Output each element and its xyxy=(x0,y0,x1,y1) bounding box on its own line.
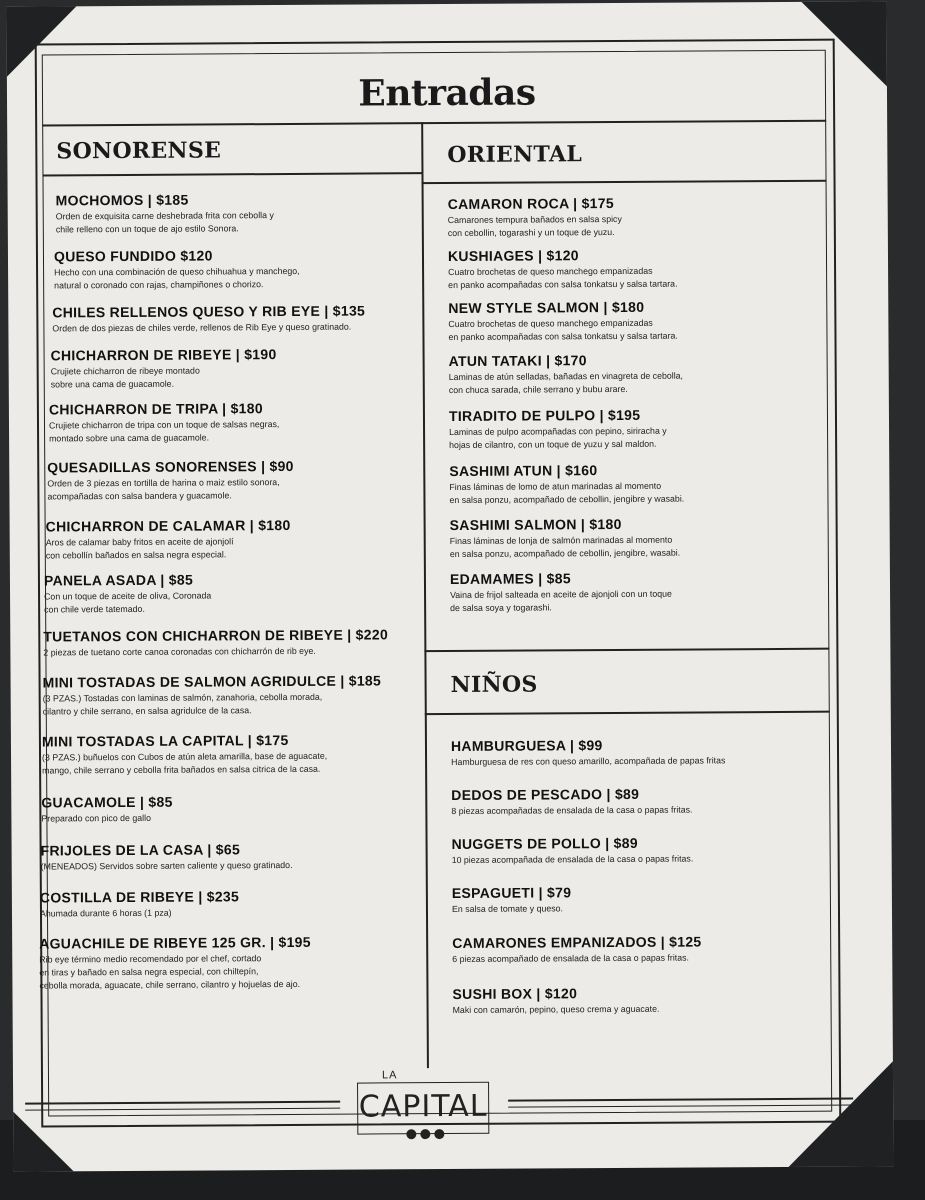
menu-item-description: Cuatro brochetas de queso manchego empanizadas xyxy=(448,265,653,278)
menu-item xyxy=(41,794,173,826)
menu-item-name: MINI TOSTADAS LA CAPITAL | $175 xyxy=(41,731,289,750)
menu-item xyxy=(452,933,702,966)
menu-item-name: CAMARONES EMPANIZADOS | $125 xyxy=(452,933,702,951)
menu-item xyxy=(452,835,694,867)
menu-item-description: en salsa ponzu, acompañado de cebollin, jengibre, wasabi. xyxy=(449,547,681,560)
menu-item-name: TIRADITO DE PULPO | $195 xyxy=(448,406,641,425)
menu-item xyxy=(52,303,365,336)
menu-item-description: con cebollín bañados en salsa negra especial. xyxy=(45,549,227,561)
menu-item xyxy=(49,400,280,445)
menu-item-name: AGUACHILE DE RIBEYE 125 GR. | $195 xyxy=(39,933,311,952)
menu-item-description: Laminas de atún selladas, bañadas en vinagreta de cebolla, xyxy=(448,370,684,383)
menu-item-description: Crujiete chicharron de ribeye montado xyxy=(50,365,200,377)
menu-item-name: QUESADILLAS SONORENSES | $90 xyxy=(47,457,294,476)
menu-item-name: QUESO FUNDIDO $120 xyxy=(53,247,213,265)
menu-item-description: en panko acompañadas con salsa tonkatsu y salsa tartara. xyxy=(448,330,678,343)
menu-item-description: acompañadas con salsa bandera y guacamole. xyxy=(47,490,232,502)
menu-item xyxy=(42,732,327,778)
menu-item-description: Cuatro brochetas de queso manchego empanizadas xyxy=(448,317,653,330)
logo-capital-text: CAPITAL xyxy=(358,1088,488,1125)
menu-item xyxy=(43,626,388,659)
menu-item-description: Finas láminas de lomo de atun marinadas al momento xyxy=(449,480,662,493)
menu-item-description: hojas de cilantro, con un toque de yuzu y sal maldon. xyxy=(449,438,657,451)
menu-item-description: con chuca sarada, chile serrano y bubu arare. xyxy=(448,383,628,396)
menu-item-name: CAMARON ROCA | $175 xyxy=(447,194,614,213)
menu-item-description: Con un toque de aceite de oliva, Coronada xyxy=(44,590,212,602)
menu-item xyxy=(56,191,274,236)
menu-item-description: Orden de 3 piezas en tortilla de harina o maiz estilo sonora, xyxy=(47,477,280,489)
menu-item-description: Rib eye término medio recomendado por el chef, cortado xyxy=(39,953,262,965)
page-title: Entradas xyxy=(358,71,536,115)
menu-item-description: (3 PZAS.) Tostadas con laminas de salmón, zanahoria, cebolla morada, xyxy=(42,691,323,704)
menu-item xyxy=(449,352,684,397)
menu-item xyxy=(43,672,382,718)
menu-item-description: sobre una cama de guacamole. xyxy=(50,378,175,390)
menu-item-description: mango, chile serrano y cebolla frita bañados en salsa citrica de la casa. xyxy=(42,763,321,776)
menu-item xyxy=(451,786,692,818)
menu-item xyxy=(451,736,726,769)
menu-item-description: 8 piezas acompañadas de ensalada de la casa o papas fritas. xyxy=(451,804,693,816)
menu-item xyxy=(47,458,294,504)
menu-item xyxy=(54,247,300,292)
menu-item-name: HAMBURGUESA | $99 xyxy=(450,737,603,754)
menu-item-description: con chile verde tatemado. xyxy=(44,603,145,615)
menu-item xyxy=(448,247,678,292)
menu-item-description: Hamburguesa de res con queso amarillo, acompañada de papas fritas xyxy=(451,755,726,767)
menu-item xyxy=(449,407,667,452)
menu-item-description: Camarones tempura bañados en salsa spicy xyxy=(447,213,622,226)
menu-item-description: (3 PZAS.) buñuelos con Cubos de atún aleta amarilla, base de aguacate, xyxy=(42,750,328,763)
menu-item xyxy=(39,934,311,993)
menu-item-name: CHICHARRON DE CALAMAR | $180 xyxy=(45,516,291,535)
menu-item-name: CHICHARRON DE RIBEYE | $190 xyxy=(50,346,277,364)
menu-item-name: MINI TOSTADAS DE SALMON AGRIDULCE | $185 xyxy=(42,672,382,691)
menu-item-description: 10 piezas acompañada de ensalada de la casa o papas fritas. xyxy=(451,853,694,865)
menu-item-description: Preparado con pico de gallo xyxy=(41,812,152,824)
menu-item-description: de salsa soya y togarashi. xyxy=(450,602,552,613)
menu-item-description: en salsa ponzu, acompañado de cebollin, jengibre y wasabi. xyxy=(449,493,685,506)
menu-item xyxy=(450,516,681,561)
menu-item-description: Maki con camarón, pepino, queso crema y aguacate. xyxy=(452,1003,660,1015)
menu-item-description: Crujiete chicharron de tripa con un toque de salsas negras, xyxy=(48,419,280,431)
menu-item-description: cilantro y chile serrano, en salsa agridulce de la casa. xyxy=(42,705,252,717)
menu-item xyxy=(44,571,212,616)
menu-item-name: DEDOS DE PESCADO | $89 xyxy=(451,785,640,803)
menu-item xyxy=(41,841,293,874)
menu-item-name: COSTILLA DE RIBEYE | $235 xyxy=(39,888,240,906)
menu-item-description: 2 piezas de tuetano corte canoa coronadas con chicharrón de rib eye. xyxy=(43,645,316,658)
menu-item-description: Vaina de frijol salteada en aceite de ajonjoli con un toque xyxy=(450,588,672,600)
menu-item-description: Orden de exquisita carne deshebrada frita con cebolla y xyxy=(55,210,274,222)
menu-item-name: FRIJOLES DE LA CASA | $65 xyxy=(40,841,241,859)
menu-item-name: NEW STYLE SALMON | $180 xyxy=(448,298,645,317)
menu-item-name: PANELA ASADA | $85 xyxy=(43,571,194,589)
menu-item xyxy=(450,570,672,615)
menu-item xyxy=(452,884,572,916)
logo-dots-icon xyxy=(406,1129,444,1139)
menu-item-description: (MENEADOS) Servidos sobre sarten caliente y queso gratinado. xyxy=(40,859,293,872)
menu-item-description: Hecho con una combinación de queso chihuahua y manchego, xyxy=(54,265,300,278)
section-title-oriental: ORIENTAL xyxy=(447,141,583,169)
menu-item xyxy=(452,985,659,1017)
menu-item-name: SASHIMI ATUN | $160 xyxy=(449,462,598,480)
menu-item xyxy=(449,462,684,507)
menu-item-name: GUACAMOLE | $85 xyxy=(41,793,173,811)
menu-item-description: 6 piezas acompañado de ensalada de la casa o papas fritas. xyxy=(452,952,690,964)
la-capital-logo xyxy=(357,1069,489,1135)
menu-item-description: natural o coronado con rajas, champiñones o chorizo. xyxy=(54,279,264,291)
menu-item-description: Laminas de pulpo acompañadas con pepino, sirirachа y xyxy=(449,425,667,438)
menu-item-name: EDAMAMES | $85 xyxy=(449,570,571,587)
section-title-ninos: NIÑOS xyxy=(450,671,538,698)
menu-item-name: CHILES RELLENOS QUESO Y RIB EYE | $135 xyxy=(52,302,366,321)
menu-item-description: chile relleno con un toque de ajo estilo Sonora. xyxy=(55,223,239,235)
menu-item-name: TUETANOS CON CHICHARRON DE RIBEYE | $220 xyxy=(43,626,389,645)
menu-item-description: en panko acompañadas con salsa tonkatsu y salsa tartara. xyxy=(448,278,678,291)
menu-item xyxy=(40,888,239,920)
menu-item-name: ESPAGUETI | $79 xyxy=(451,884,572,901)
menu-item-description: Finas láminas de lonja de salmón marinadas al momento xyxy=(449,534,673,547)
menu-item xyxy=(448,299,678,344)
menu-item-description: Orden de dos piezas de chiles verde, rellenos de Rib Eye y queso gratinado. xyxy=(52,321,352,334)
menu-item-name: KUSHIAGES | $120 xyxy=(447,247,579,265)
menu-item-name: CHICHARRON DE TRIPA | $180 xyxy=(48,400,263,418)
logo-la-text: LA xyxy=(381,1069,398,1082)
menu-item-name: ATUN TATAKI | $170 xyxy=(448,352,587,370)
menu-item-name: SASHIMI SALMON | $180 xyxy=(449,515,622,534)
menu-item-description: En salsa de tomate y queso. xyxy=(451,903,564,914)
menu-item xyxy=(46,517,291,562)
menu-item-description: Ahumada durante 6 horas (1 pza) xyxy=(39,907,172,919)
menu-item xyxy=(51,346,277,391)
menu-item-name: NUGGETS DE POLLO | $89 xyxy=(451,834,638,852)
menu-page xyxy=(6,1,893,1171)
section-title-sonorense: SONORENSE xyxy=(56,137,222,165)
menu-item-name: SUSHI BOX | $120 xyxy=(452,985,578,1002)
menu-item-description: Aros de calamar baby fritos en aceite de ajonjolí xyxy=(45,536,234,548)
menu-item-description: cebolla morada, aguacate, chile serrano, cilantro y hojuelas de ajo. xyxy=(39,978,301,991)
menu-item-name: MOCHOMOS | $185 xyxy=(55,191,189,209)
menu-item xyxy=(448,195,622,240)
menu-item-description: con cebollin, togarashi y un toque de yuzu. xyxy=(447,226,615,239)
menu-item-description: en tiras y bañado en salsa negra especial, con chiltepín, xyxy=(39,966,259,978)
menu-item-description: montado sobre una cama de guacamole. xyxy=(49,432,210,444)
